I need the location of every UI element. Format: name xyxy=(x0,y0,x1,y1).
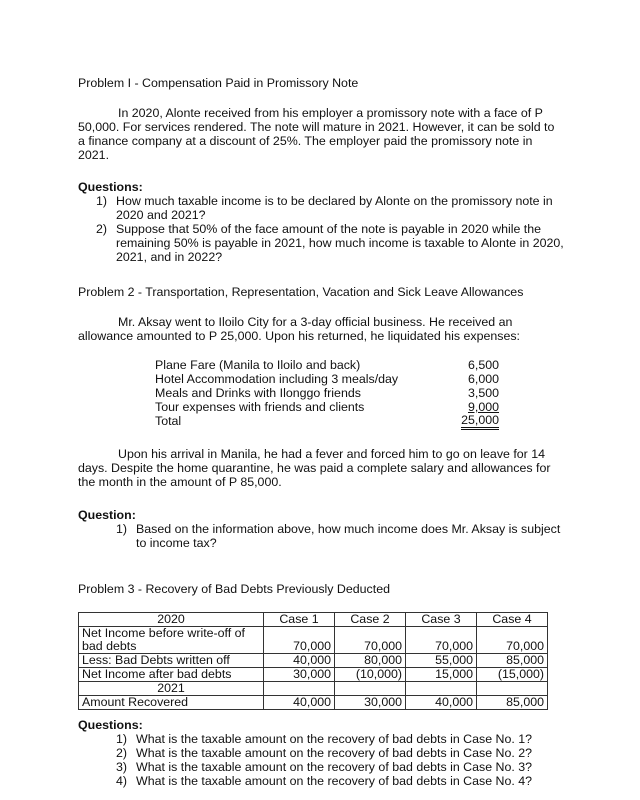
case-header: Case 2 xyxy=(335,613,406,627)
bad-debts-table xyxy=(78,612,548,710)
expense-amount: 6,500 xyxy=(467,358,499,372)
table-row-net-income xyxy=(79,627,548,654)
problem3-questions-heading: Questions: xyxy=(78,718,143,732)
problem1-question-2: 2) Suppose that 50% of the face amount of the note is payable in 2020 while the remaining 50% is payable in 2021, how much income is taxable to Alonte in 2020, 2021, and in 2022? xyxy=(96,222,564,264)
table-row-after xyxy=(79,668,548,682)
table-cell: 85,000 xyxy=(477,696,548,710)
problem2-body2: Upon his arrival in Manila, he had a fever and forced him to go on leave for 14 days. Despite the home quarantine, he was paid a complete salary and allowances for the month in the amount of P 85,000. xyxy=(78,447,551,489)
expense-amount: 3,500 xyxy=(467,386,499,400)
expense-row: Tour expenses with friends and clients 9,000 xyxy=(155,400,499,414)
problem2-question-heading: Question: xyxy=(78,508,136,522)
problem3-question-1: 1) What is the taxable amount on the recovery of bad debts in Case No. 1? xyxy=(116,732,533,746)
problem1-title: Problem I - Compensation Paid in Promissory Note xyxy=(78,76,359,90)
table-header-row xyxy=(79,613,548,627)
problem2-body1: Mr. Aksay went to Iloilo City for a 3-day official business. He received an allowance amounted to P 25,000. Upon his returned, he liquidated his expenses: xyxy=(78,315,521,343)
expense-amount: 6,000 xyxy=(467,372,499,386)
table-cell xyxy=(264,682,335,696)
table-cell: 85,000 xyxy=(477,654,548,668)
row-label: Net Income before write-off of bad debts xyxy=(79,627,264,654)
expense-list xyxy=(155,358,499,428)
table-cell: 70,000 xyxy=(477,627,548,654)
problem1-body: In 2020, Alonte received from his employer a promissory note with a face of P 50,000. For services rendered. The note will mature in 2021. However, it can be sold to a finance company at a discount of 25%. The employer paid the promissory note in 2021. xyxy=(78,106,555,162)
table-cell: 70,000 xyxy=(335,627,406,654)
problem2-title: Problem 2 - Transportation, Representation, Vacation and Sick Leave Allowances xyxy=(78,285,524,299)
table-cell: (15,000) xyxy=(477,668,548,682)
expense-total-row: Total 25,000 xyxy=(155,413,499,428)
table-cell xyxy=(335,682,406,696)
row-label: Less: Bad Debts written off xyxy=(79,654,264,668)
expense-amount: 9,000 xyxy=(467,400,499,414)
table-cell: 70,000 xyxy=(406,627,477,654)
row-label: Amount Recovered xyxy=(79,696,264,710)
table-cell xyxy=(477,682,548,696)
row-label: Net Income after bad debts xyxy=(79,668,264,682)
problem3-question-3: 3) What is the taxable amount on the recovery of bad debts in Case No. 3? xyxy=(116,760,533,774)
table-cell: 15,000 xyxy=(406,668,477,682)
case-header: Case 1 xyxy=(264,613,335,627)
year-2020-cell: 2020 xyxy=(79,613,264,627)
problem2-question-1: 1) Based on the information above, how much income does Mr. Aksay is subject to income tax? xyxy=(116,522,561,550)
table-cell xyxy=(406,682,477,696)
table-cell: 30,000 xyxy=(335,696,406,710)
table-cell: (10,000) xyxy=(335,668,406,682)
expense-total-amount: 25,000 xyxy=(461,414,499,430)
expense-row: Meals and Drinks with Ilonggo friends 3,500 xyxy=(155,386,499,400)
case-header: Case 3 xyxy=(406,613,477,627)
table-cell: 55,000 xyxy=(406,654,477,668)
table-cell: 30,000 xyxy=(264,668,335,682)
table-cell: 40,000 xyxy=(406,696,477,710)
problem1-question-1: 1) How much taxable income is to be declared by Alonte on the promissory note in 2020 and 2021? xyxy=(96,194,553,222)
table-cell: 40,000 xyxy=(264,654,335,668)
table-cell: 40,000 xyxy=(264,696,335,710)
expense-row: Hotel Accommodation including 3 meals/day 6,000 xyxy=(155,372,499,386)
problem3-question-4: 4) What is the taxable amount on the recovery of bad debts in Case No. 4? xyxy=(116,774,533,788)
problem1-questions-heading: Questions: xyxy=(78,180,143,194)
problem3-question-list xyxy=(116,732,576,788)
year-2021-cell: 2021 xyxy=(79,682,264,696)
table-row-bad-debts xyxy=(79,654,548,668)
problem2-question-list xyxy=(116,522,566,550)
problem3-question-2: 2) What is the taxable amount on the recovery of bad debts in Case No. 2? xyxy=(116,746,533,760)
table-row-year-2021 xyxy=(79,682,548,696)
problem1-question-list xyxy=(96,194,564,264)
table-cell: 70,000 xyxy=(264,627,335,654)
problem3-title: Problem 3 - Recovery of Bad Debts Previously Deducted xyxy=(78,582,390,596)
table-row-recovered xyxy=(79,696,548,710)
expense-row: Plane Fare (Manila to Iloilo and back) 6,500 xyxy=(155,358,499,372)
case-header: Case 4 xyxy=(477,613,548,627)
table-cell: 80,000 xyxy=(335,654,406,668)
